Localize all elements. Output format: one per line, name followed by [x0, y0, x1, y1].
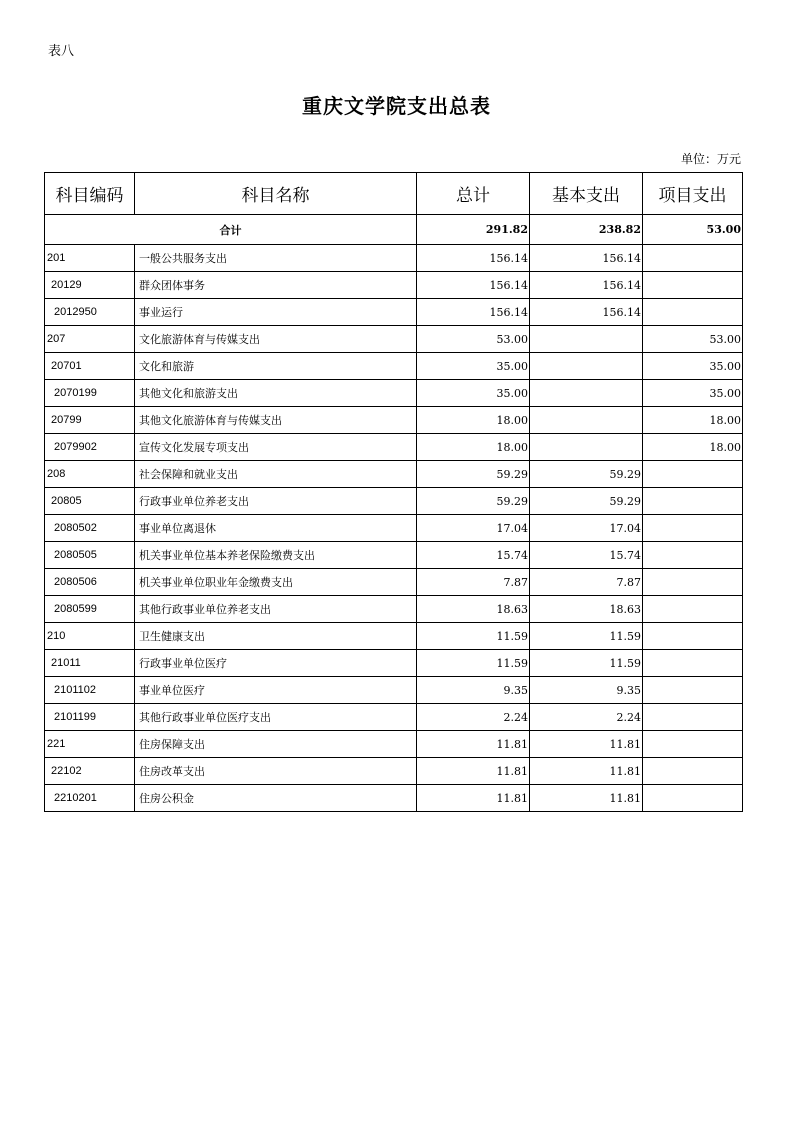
expenditure-table [44, 172, 743, 812]
table-row [45, 461, 743, 488]
header-project: 项目支出 [643, 173, 743, 215]
row-code: 2012950 [45, 299, 135, 326]
row-basic: 11.59 [530, 623, 643, 650]
table-row [45, 650, 743, 677]
row-total: 11.81 [417, 758, 530, 785]
row-code: 2210201 [45, 785, 135, 812]
table-row [45, 353, 743, 380]
row-name: 行政事业单位医疗 [135, 650, 417, 677]
row-project [643, 731, 743, 758]
row-total: 11.81 [417, 731, 530, 758]
row-project: 35.00 [643, 353, 743, 380]
row-project [643, 569, 743, 596]
row-total: 11.59 [417, 623, 530, 650]
row-code: 208 [45, 461, 135, 488]
table-number-tag: 表八 [48, 44, 75, 59]
row-basic: 11.59 [530, 650, 643, 677]
row-project [643, 623, 743, 650]
row-basic: 156.14 [530, 272, 643, 299]
row-total: 59.29 [417, 461, 530, 488]
row-code: 210 [45, 623, 135, 650]
row-project [643, 515, 743, 542]
row-basic: 17.04 [530, 515, 643, 542]
row-name: 机关事业单位职业年金缴费支出 [135, 569, 417, 596]
row-basic: 15.74 [530, 542, 643, 569]
row-project [643, 245, 743, 272]
row-project: 18.00 [643, 407, 743, 434]
row-total: 7.87 [417, 569, 530, 596]
row-basic: 11.81 [530, 731, 643, 758]
table-row [45, 488, 743, 515]
header-name: 科目名称 [135, 173, 417, 215]
row-code: 20129 [45, 272, 135, 299]
table-row [45, 785, 743, 812]
row-basic: 11.81 [530, 785, 643, 812]
row-name: 住房公积金 [135, 785, 417, 812]
table-row [45, 326, 743, 353]
row-project [643, 785, 743, 812]
header-total: 总计 [417, 173, 530, 215]
row-code: 20701 [45, 353, 135, 380]
row-code: 201 [45, 245, 135, 272]
row-total: 35.00 [417, 353, 530, 380]
table-row [45, 677, 743, 704]
row-name: 事业单位离退休 [135, 515, 417, 542]
row-code: 2070199 [45, 380, 135, 407]
row-name: 事业运行 [135, 299, 417, 326]
row-project: 53.00 [643, 326, 743, 353]
header-code: 科目编码 [45, 173, 135, 215]
row-name: 机关事业单位基本养老保险缴费支出 [135, 542, 417, 569]
row-name: 一般公共服务支出 [135, 245, 417, 272]
row-code: 2080599 [45, 596, 135, 623]
row-code: 20799 [45, 407, 135, 434]
row-project: 35.00 [643, 380, 743, 407]
table-row [45, 434, 743, 461]
row-basic [530, 407, 643, 434]
table-row [45, 299, 743, 326]
row-project [643, 650, 743, 677]
row-code: 20805 [45, 488, 135, 515]
row-code: 2080502 [45, 515, 135, 542]
row-basic: 59.29 [530, 488, 643, 515]
row-basic: 156.14 [530, 299, 643, 326]
row-code: 2080505 [45, 542, 135, 569]
row-code: 2101199 [45, 704, 135, 731]
row-basic [530, 326, 643, 353]
table-row [45, 407, 743, 434]
row-project [643, 677, 743, 704]
row-total: 18.00 [417, 407, 530, 434]
row-code: 22102 [45, 758, 135, 785]
row-total: 9.35 [417, 677, 530, 704]
row-project: 18.00 [643, 434, 743, 461]
table-row [45, 758, 743, 785]
total-total: 291.82 [417, 215, 530, 245]
row-basic: 2.24 [530, 704, 643, 731]
row-code: 21011 [45, 650, 135, 677]
table-row [45, 704, 743, 731]
total-label: 合计 [45, 215, 417, 245]
row-total: 156.14 [417, 245, 530, 272]
row-basic: 59.29 [530, 461, 643, 488]
row-code: 207 [45, 326, 135, 353]
row-name: 社会保障和就业支出 [135, 461, 417, 488]
row-name: 群众团体事务 [135, 272, 417, 299]
row-total: 18.00 [417, 434, 530, 461]
table-row [45, 596, 743, 623]
row-total: 11.81 [417, 785, 530, 812]
table-row [45, 380, 743, 407]
row-name: 行政事业单位养老支出 [135, 488, 417, 515]
row-total: 15.74 [417, 542, 530, 569]
row-project [643, 461, 743, 488]
table-row [45, 731, 743, 758]
row-name: 卫生健康支出 [135, 623, 417, 650]
row-basic [530, 434, 643, 461]
row-project [643, 704, 743, 731]
row-name: 其他行政事业单位医疗支出 [135, 704, 417, 731]
row-basic: 11.81 [530, 758, 643, 785]
row-basic: 7.87 [530, 569, 643, 596]
row-basic: 18.63 [530, 596, 643, 623]
total-basic: 238.82 [530, 215, 643, 245]
row-project [643, 488, 743, 515]
row-name: 住房保障支出 [135, 731, 417, 758]
row-total: 17.04 [417, 515, 530, 542]
table-row [45, 623, 743, 650]
page-title: 重庆文学院支出总表 [302, 94, 491, 118]
total-row [45, 215, 743, 245]
table-row [45, 272, 743, 299]
table-row [45, 542, 743, 569]
row-name: 其他文化旅游体育与传媒支出 [135, 407, 417, 434]
row-name: 其他文化和旅游支出 [135, 380, 417, 407]
row-code: 2079902 [45, 434, 135, 461]
row-project [643, 299, 743, 326]
row-total: 18.63 [417, 596, 530, 623]
row-project [643, 758, 743, 785]
row-code: 2101102 [45, 677, 135, 704]
row-total: 11.59 [417, 650, 530, 677]
row-name: 文化旅游体育与传媒支出 [135, 326, 417, 353]
row-name: 事业单位医疗 [135, 677, 417, 704]
table-row [45, 515, 743, 542]
row-name: 宣传文化发展专项支出 [135, 434, 417, 461]
row-project [643, 596, 743, 623]
row-project [643, 542, 743, 569]
row-total: 53.00 [417, 326, 530, 353]
row-total: 35.00 [417, 380, 530, 407]
total-project: 53.00 [643, 215, 743, 245]
row-total: 156.14 [417, 299, 530, 326]
header-row [45, 173, 743, 215]
row-name: 其他行政事业单位养老支出 [135, 596, 417, 623]
row-basic [530, 353, 643, 380]
row-basic: 156.14 [530, 245, 643, 272]
header-basic: 基本支出 [530, 173, 643, 215]
row-total: 2.24 [417, 704, 530, 731]
table-row [45, 569, 743, 596]
row-total: 59.29 [417, 488, 530, 515]
row-basic: 9.35 [530, 677, 643, 704]
row-code: 2080506 [45, 569, 135, 596]
row-basic [530, 380, 643, 407]
row-name: 住房改革支出 [135, 758, 417, 785]
row-code: 221 [45, 731, 135, 758]
row-name: 文化和旅游 [135, 353, 417, 380]
row-total: 156.14 [417, 272, 530, 299]
unit-label: 单位：万元 [680, 152, 741, 166]
table-row [45, 245, 743, 272]
row-project [643, 272, 743, 299]
